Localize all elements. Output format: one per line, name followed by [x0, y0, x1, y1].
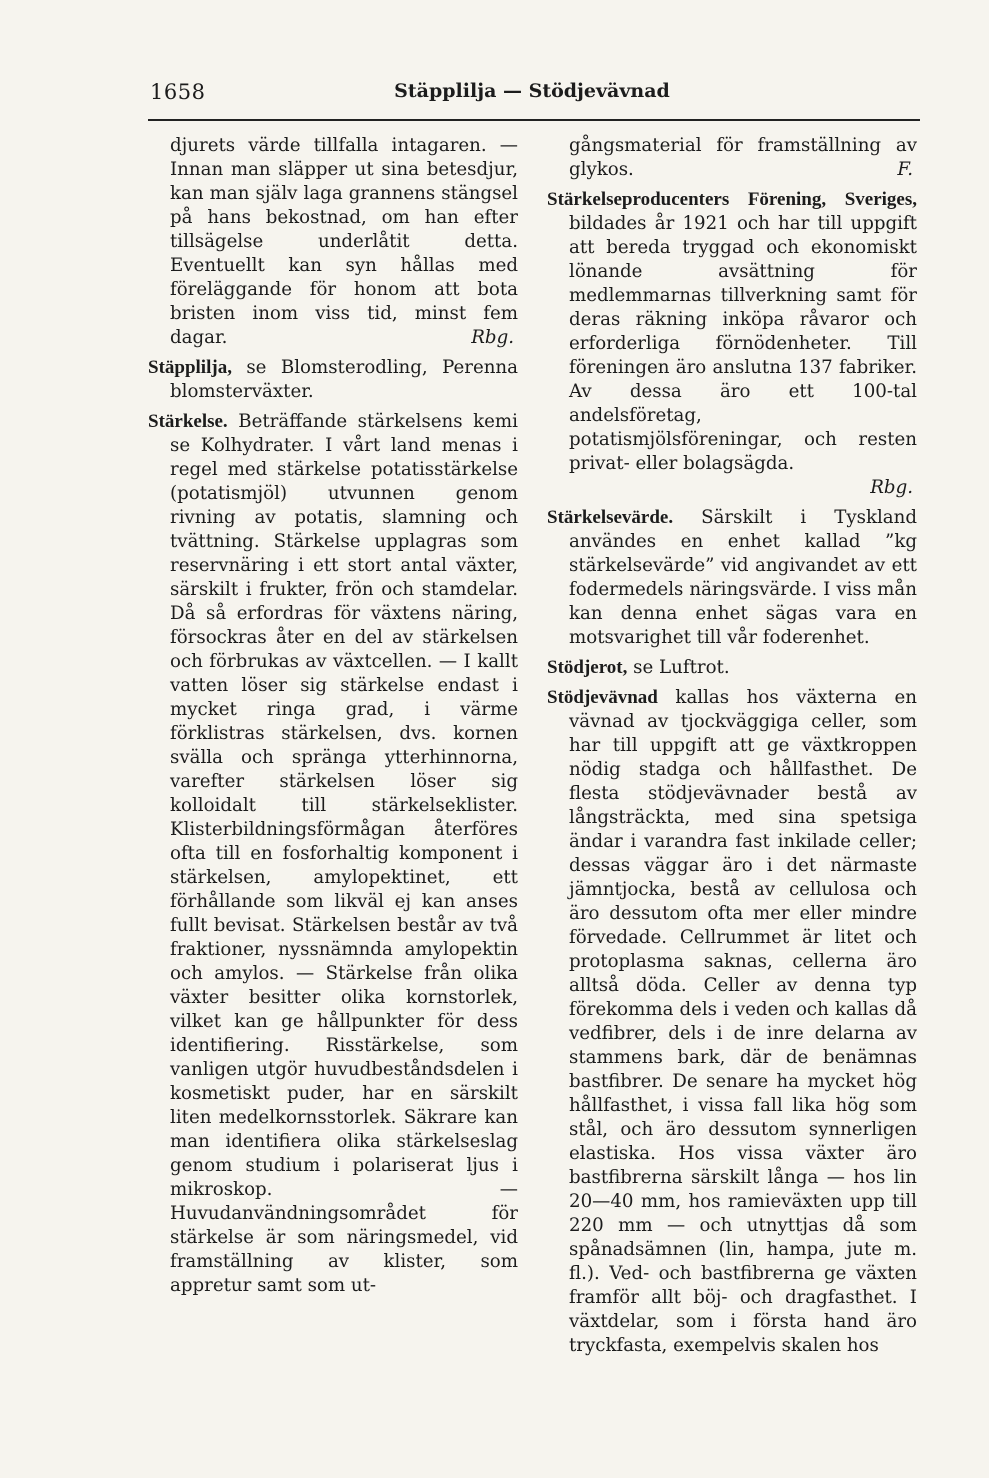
entry-headword: Stödjerot, — [547, 657, 628, 678]
left-column — [148, 134, 518, 1304]
entry-stapplilja — [148, 356, 518, 404]
continued-paragraph — [547, 134, 917, 182]
running-head: Stäpplilja — Stödjevävnad — [394, 80, 670, 102]
right-column — [547, 134, 917, 1364]
entry-text: kallas hos växterna en vävnad av tjockväggiga celler, som har till uppgift att ge växtkroppen nödig stadga och hållfasthet. De flesta stödjevävnader bestå av långsträckta, med sina spetsiga ändar i varandra fast inkilade celler; dessas väggar äro i det närmaste jämntjocka, bestå av cellulosa och äro dessutom ofta mer eller mindre förvedade. Cellrummet är litet och protoplasma saknas, cellerna äro alltså döda. Celler av denna typ förekomma dels i veden och kallas då vedfibrer, dels i de inre delarna av stammens bark, där de benämnas bastfibrer. De senare ha mycket hög hållfasthet, i vissa fall lika hög som stål, och äro dessutom synnerligen elastiska. Hos vissa växter äro bastfibrerna särskilt långa — hos lin 20—40 mm, hos ramieväxten upp till 220 mm — och utnyttjas då som spånadsämnen (lin, hampa, jute m. fl.). Ved- och bastfibrerna ge växten framför allt böj- och dragfasthet. I växtdelar, som i första hand äro tryckfasta, exempelvis skalen hos — [569, 687, 917, 1356]
entry-starkelseproducenters-forening — [547, 188, 917, 500]
entry-text: se Luftrot. — [627, 657, 730, 678]
entry-stodjerot — [547, 656, 917, 680]
entry-text: Beträffande stärkelsens kemi se Kolhydrater. I vårt land menas i regel med stärkelse potatisstärkelse (potatismjöl) utvunnen genom rivning av potatis, slamning och tvättning. Stärkelse upplagras som reservnäring i ett stort antal växter, särskilt i frukter, frön och stamdelar. Då så erfordras för växtens näring, försockras åter en del av stärkelsen och förbrukas av växtcellen. — I kallt vatten löser sig stärkelse endast i mycket ringa grad, i värme förklistras stärkelsen, dvs. kornen svälla och spränga ytterhinnorna, varefter stärkelsen löser sig kolloidalt till stärkelseklister. Klisterbildningsförmågan återföres ofta till en fosforhaltig komponent i stärkelsen, amylopektinet, ett förhållande som likväl ej kan anses fullt bevisat. Stärkelsen består av två fraktioner, nyssnämnda amylopektin och amylos. — Stärkelse från olika växter besitter olika kornstorlek, vilket kan ge hållpunkter för dess identifiering. Risstärkelse, som vanligen utgör huvudbeståndsdelen i kosmetiskt puder, har en särskilt liten medelkornsstorlek. Säkrare kan man identifiera olika stärkelseslag genom studium i polariserat ljus i mikroskop. — Huvudanvändningsområdet för stärkelse är som näringsmedel, vid framställning av klister, som appretur samt som ut- — [170, 411, 518, 1296]
entry-headword: Stödjevävnad — [547, 687, 658, 708]
header-rule — [148, 119, 920, 121]
entry-headword: Stärkelsevärde. — [547, 507, 674, 528]
continued-paragraph — [148, 134, 518, 350]
entry-starkelsevarde — [547, 506, 917, 650]
entry-headword: Stärkelse. — [148, 411, 228, 432]
page-number: 1658 — [150, 80, 206, 104]
paragraph-text: djurets värde tillfalla intagaren. — Innan man släpper ut sina betesdjur, kan man själv laga grannens stängsel på hans bekostnad, om han efter tillsägelse underlåtit detta. Eventuellt kan syn hållas med föreläggande för honom att bota bristen inom viss tid, minst fem dagar. — [170, 135, 518, 348]
author-signature: Rbg. — [471, 327, 514, 348]
author-signature: Rbg. — [870, 477, 913, 498]
entry-headword: Stärkelseproducenters Förening, Sveriges, — [547, 189, 917, 210]
paragraph-text: gångsmaterial för framställning av glykos. — [569, 135, 917, 180]
entry-stodjevavnad — [547, 686, 917, 1358]
author-signature: F. — [897, 159, 913, 180]
entry-text: Särskilt i Tyskland användes en enhet kallad ”kg stärkelsevärde” vid angivandet av ett fodermedels näringsvärde. I viss mån kan denna enhet sägas vara en motsvarighet till vår foderenhet. — [569, 507, 917, 648]
entry-headword: Stäpplilja, — [148, 357, 232, 378]
entry-text: se Blomsterodling, Perenna blomsterväxter. — [170, 357, 518, 402]
entry-starkelse — [148, 410, 518, 1298]
entry-text: bildades år 1921 och har till uppgift att bereda tryggad och ekonomiskt lönande avsättning för medlemmarnas tillverkning samt för deras räkning inköpa råvaror och erforderliga förnödenheter. Till föreningen äro anslutna 137 fabriker. Av dessa äro ett 100-tal andelsföretag, potatismjölsföreningar, och resten privat- eller bolagsägda. — [569, 213, 917, 474]
